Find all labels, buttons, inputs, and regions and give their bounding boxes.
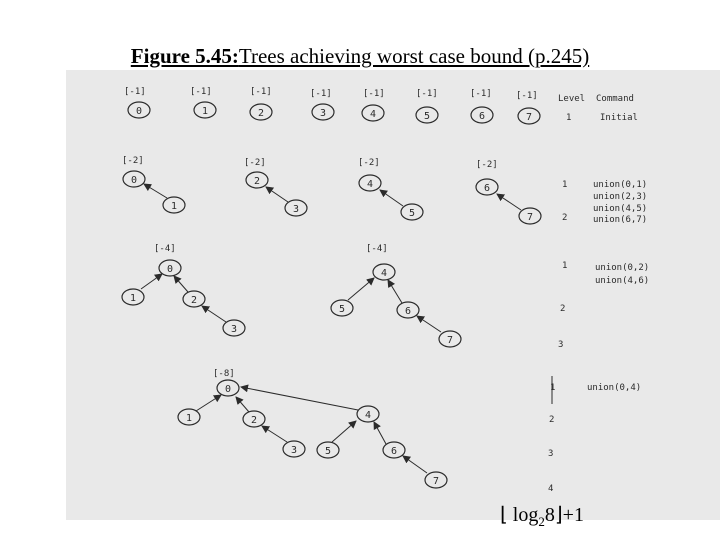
weight-label: [-1] — [124, 87, 146, 97]
node-label: 6 — [404, 306, 412, 317]
level-initial: 1 — [566, 113, 572, 123]
level-final: 1 — [550, 383, 556, 393]
node-label: 1 — [185, 413, 193, 424]
weight-label: [-4] — [154, 244, 176, 254]
formula-suffix: 8⌋+1 — [544, 504, 584, 526]
node-label: 3 — [230, 324, 238, 335]
node-label: 6 — [390, 446, 398, 457]
tree-edge — [202, 306, 226, 322]
node-label: 5 — [324, 446, 332, 457]
node-label: 1 — [170, 201, 178, 212]
weight-label: [-1] — [470, 89, 492, 99]
node-label: 7 — [525, 112, 533, 123]
tree-edge — [348, 278, 374, 300]
node-label: 1 — [201, 106, 209, 117]
tree-edge — [403, 456, 427, 473]
tree-edge — [388, 280, 402, 303]
level-quads-2: 2 — [560, 304, 566, 314]
node-label: 7 — [526, 212, 534, 223]
node-label: 4 — [369, 109, 377, 120]
header-command: Command — [596, 94, 634, 104]
command-initial: Initial — [600, 113, 638, 123]
tree-edge — [497, 194, 521, 210]
stage-final — [178, 369, 447, 488]
scanned-figure — [66, 70, 720, 520]
figure-title — [0, 44, 720, 69]
weight-label: [-1] — [363, 89, 385, 99]
stage-pairs — [122, 156, 541, 224]
tree-edge — [196, 395, 221, 411]
level-pairs: 1 — [562, 180, 568, 190]
node-label: 5 — [338, 304, 346, 315]
tree-edge — [174, 276, 188, 292]
command-union-4-6: union(4,6) — [595, 276, 650, 286]
level-quads-3: 3 — [558, 340, 564, 350]
level-final-3: 3 — [548, 449, 554, 459]
weight-label: [-2] — [244, 158, 266, 168]
node-label: 2 — [190, 295, 198, 306]
level-final-2: 2 — [549, 415, 555, 425]
node-label: 7 — [446, 335, 454, 346]
command-union-4-5: union(4,5) — [593, 204, 648, 214]
command-union-0-4: union(0,4) — [587, 383, 642, 393]
tree-edge — [374, 422, 386, 444]
node-label: 5 — [423, 111, 431, 122]
level-pairs-2: 2 — [562, 213, 568, 223]
weight-label: [-1] — [190, 87, 212, 97]
node-label: 2 — [250, 415, 258, 426]
tree-edge — [262, 426, 287, 442]
weight-label: [-4] — [366, 244, 388, 254]
node-label: 4 — [364, 410, 372, 421]
node-label: 2 — [253, 176, 261, 187]
tree-edge — [236, 397, 249, 412]
header-level: Level — [558, 94, 586, 104]
node-label: 0 — [224, 384, 232, 395]
tree-edge — [241, 387, 358, 410]
tree-edge — [144, 184, 167, 198]
node-label: 0 — [130, 175, 138, 186]
tree-diagram — [66, 70, 720, 520]
weight-label: [-1] — [250, 87, 272, 97]
node-label: 3 — [292, 204, 300, 215]
node-label: 6 — [478, 111, 486, 122]
node-label: 5 — [408, 208, 416, 219]
tree-edge — [332, 421, 356, 442]
command-union-0-1: union(0,1) — [593, 180, 648, 190]
tree-edge — [141, 274, 162, 289]
weight-label: [-2] — [122, 156, 144, 166]
stage-initial — [124, 87, 540, 124]
node-label: 3 — [319, 108, 327, 119]
command-union-2-3: union(2,3) — [593, 192, 648, 202]
node-label: 1 — [129, 293, 137, 304]
node-label: 4 — [380, 268, 388, 279]
node-label: 3 — [290, 445, 298, 456]
stage-quads — [122, 244, 461, 347]
command-union-0-2: union(0,2) — [595, 263, 650, 273]
tree-edge — [417, 316, 441, 332]
figure-caption: Trees achieving worst case bound (p.245) — [238, 44, 590, 68]
height-formula — [500, 502, 584, 530]
weight-label: [-8] — [213, 369, 235, 379]
figure-label: Figure 5.45: — [130, 44, 239, 68]
command-union-6-7: union(6,7) — [593, 215, 648, 225]
level-quads: 1 — [562, 261, 568, 271]
weight-label: [-2] — [476, 160, 498, 170]
weight-label: [-1] — [516, 91, 538, 101]
node-label: 7 — [432, 476, 440, 487]
node-label: 0 — [135, 106, 143, 117]
node-label: 4 — [366, 179, 374, 190]
tree-edge — [380, 190, 403, 206]
tree-edge — [266, 187, 288, 202]
level-final-4: 4 — [548, 484, 554, 494]
formula-subscript: 2 — [538, 514, 545, 529]
weight-label: [-1] — [310, 89, 332, 99]
node-label: 0 — [166, 264, 174, 275]
node-label: 6 — [483, 183, 491, 194]
weight-label: [-1] — [416, 89, 438, 99]
weight-label: [-2] — [358, 158, 380, 168]
formula-prefix: ⌊ log — [500, 504, 539, 526]
node-label: 2 — [257, 108, 265, 119]
